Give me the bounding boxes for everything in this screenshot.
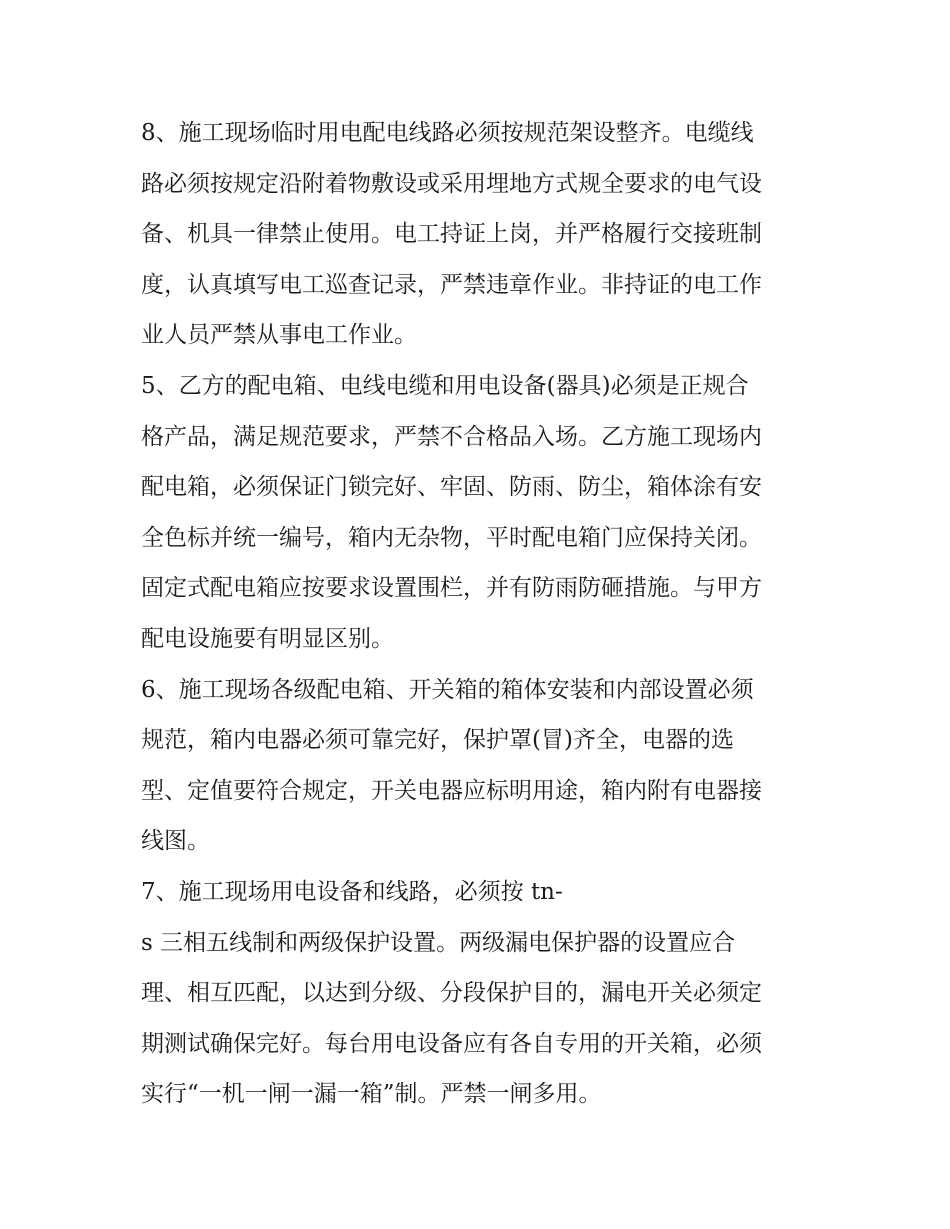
text-line: 业人员严禁从事电工作业。 bbox=[141, 322, 417, 349]
text-line: 备、机具一律禁止使用。电工持证上岗，并严格履行交接班制 bbox=[141, 221, 762, 248]
text-line: 配电设施要有明显区别。 bbox=[141, 625, 394, 652]
text-line: 配电箱，必须保证门锁完好、牢固、防雨、防尘，箱体涂有安 bbox=[141, 474, 762, 501]
text-line: 规范，箱内电器必须可靠完好，保护罩(冒)齐全，电器的选 bbox=[141, 727, 734, 754]
text-line: 全色标并统一编号，箱内无杂物，平时配电箱门应保持关闭。 bbox=[141, 524, 762, 551]
text-line: 度，认真填写电工巡查记录，严禁违章作业。非持证的电工作 bbox=[141, 271, 762, 298]
text-line: 格产品，满足规范要求，严禁不合格品入场。乙方施工现场内 bbox=[141, 423, 762, 450]
text-line: 型、定值要符合规定，开关电器应标明用途，箱内附有电器接 bbox=[141, 777, 762, 804]
text-line: 实行“一机一闸一漏一箱”制。严禁一闸多用。 bbox=[141, 1081, 602, 1108]
text-line: 理、相互匹配，以达到分级、分段保护目的，漏电开关必须定 bbox=[141, 980, 762, 1007]
text-line: 期测试确保完好。每台用电设备应有各自专用的开关箱，必须 bbox=[141, 1030, 762, 1057]
text-line: 6、施工现场各级配电箱、开关箱的箱体安装和内部设置必须 bbox=[141, 676, 754, 703]
text-line: 固定式配电箱应按要求设置围栏，并有防雨防砸措施。与甲方 bbox=[141, 575, 762, 602]
text-line: 线图。 bbox=[141, 828, 210, 855]
text-line: 路必须按规定沿附着物敷设或采用埋地方式规全要求的电气设 bbox=[141, 170, 762, 197]
document-body bbox=[141, 108, 821, 1120]
text-line: 8、施工现场临时用电配电线路必须按规范架设整齐。电缆线 bbox=[141, 120, 754, 146]
text-line: 5、乙方的配电箱、电线电缆和用电设备(器具)必须是正规合 bbox=[141, 372, 749, 399]
text-line: s 三相五线制和两级保护设置。两级漏电保护器的设置应合 bbox=[141, 929, 736, 956]
text-line: 7、施工现场用电设备和线路，必须按 tn- bbox=[141, 878, 563, 905]
